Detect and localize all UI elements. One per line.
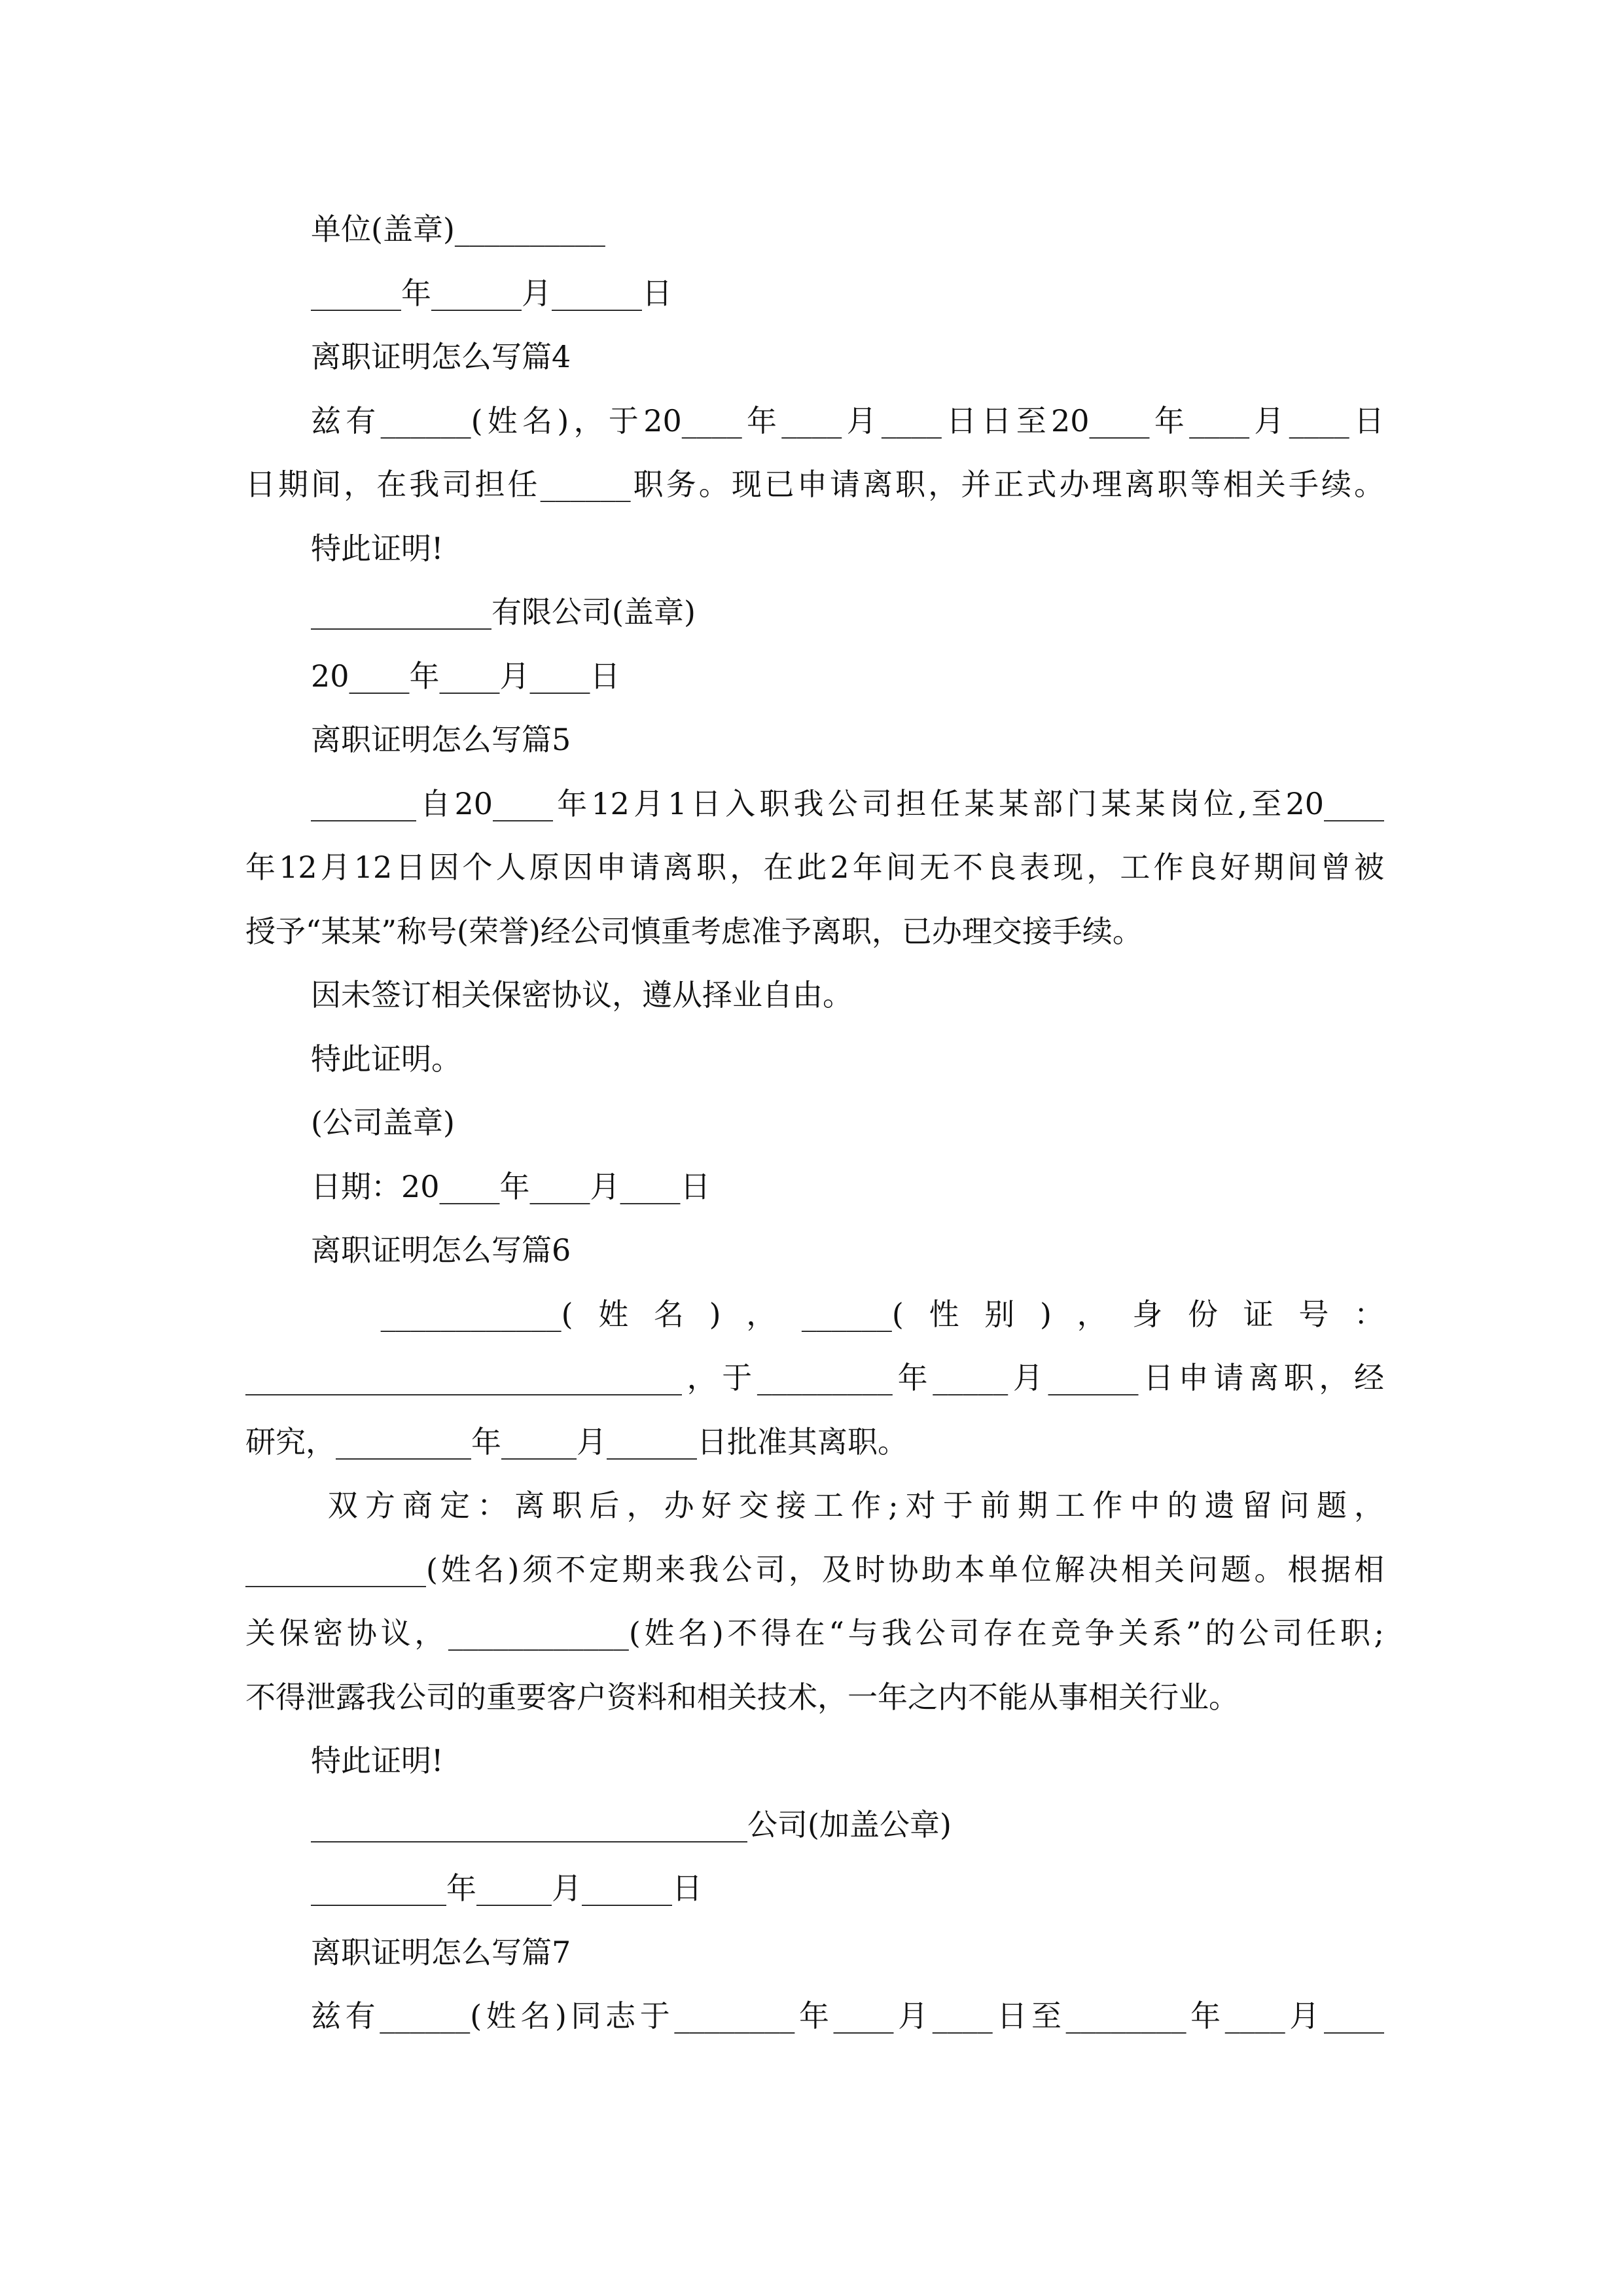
paragraph-line: 兹有______(姓名)同志于________年____月____日至________年____月____ [311,1998,1384,2034]
date-blank-line: ______年______月______日 [311,276,672,311]
paragraph-line: 日期间，在我司担任______职务。现已申请离职，并正式办理离职等相关手续。 [245,467,1384,502]
company-seal-line: ____________有限公司(盖章) [311,594,696,630]
date-line: 20____年____月____日 [311,658,620,694]
paragraph-line: ____________(姓名)，______(性别)，身份证号： [311,1297,1384,1332]
seal-unit-line: 单位(盖章)__________ [311,211,605,247]
paragraph-line: _____________________________，于_________年_____月______日申请离职，经 [245,1360,1384,1395]
section-heading-5: 离职证明怎么写篇5 [311,722,571,757]
paragraph-line: 授予“某某”称号(荣誉)经公司慎重考虑准予离职，已办理交接手续。 [245,914,1143,949]
paragraph-line: ____________(姓名)须不定期来我公司，及时协助本单位解决相关问题。根据相 [245,1552,1384,1587]
paragraph-line: _______自20____年12月1日入职我公司担任某某部门某某岗位,至20____ [311,786,1384,821]
paragraph-line: 研究，_________年_____月______日批准其离职。 [245,1424,908,1460]
certify-line: 特此证明! [311,531,444,566]
section-heading-7: 离职证明怎么写篇7 [311,1935,571,1970]
date-line: 日期：20____年____月____日 [311,1169,711,1204]
date-blank-line: _________年_____月______日 [311,1871,702,1906]
certify-line: 特此证明。 [311,1041,461,1077]
section-heading-4: 离职证明怎么写篇4 [311,339,571,374]
paragraph-line: 兹有______(姓名)，于20____年____月____日日至20____年____月____日 [311,403,1384,439]
certify-line: 特此证明! [311,1743,444,1778]
paragraph-line: 年12月12日因个人原因申请离职，在此2年间无不良表现，工作良好期间曾被 [245,850,1384,885]
section-heading-6: 离职证明怎么写篇6 [311,1232,571,1268]
company-seal-line: (公司盖章) [311,1105,455,1140]
company-seal-line: _____________________________公司(加盖公章) [311,1807,952,1842]
paragraph-line: 双方商定：离职后，办好交接工作;对于前期工作中的遗留问题， [311,1488,1384,1523]
paragraph-line: 不得泄露我公司的重要客户资料和相关技术，一年之内不能从事相关行业。 [245,1679,1239,1715]
paragraph-line: 因未签订相关保密协议，遵从择业自由。 [311,977,853,1013]
paragraph-line: 关保密协议，____________(姓名)不得在“与我公司存在竞争关系”的公司任职; [245,1615,1384,1651]
